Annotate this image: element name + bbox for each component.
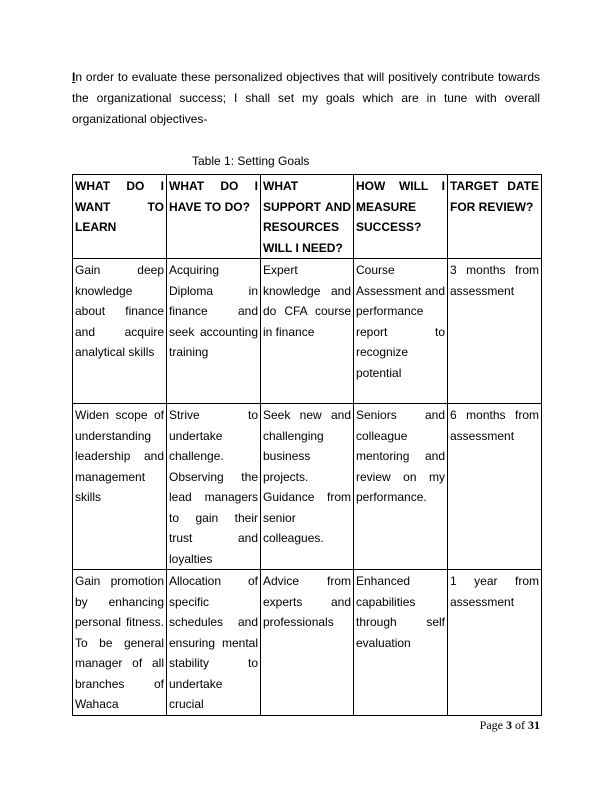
table-cell: Gain deep knowledge about finance and acquire analytical skills (73, 259, 167, 404)
intro-paragraph (72, 67, 540, 130)
table-row (73, 259, 542, 404)
table-cell: 1 year from assessment (448, 570, 542, 716)
table-cell: Advice from experts and professionals (261, 570, 354, 716)
footer-current-page: 3 (506, 718, 512, 732)
table-cell: Course Assessment and performance report to recognize potential (354, 259, 448, 404)
table-cell: 3 months from assessment (448, 259, 542, 404)
header-what-to-do: WHAT DO I HAVE TO DO? (167, 175, 261, 259)
table-cell: Allocation of specific schedules and ensuring mental stability to undertake crucial (167, 570, 261, 716)
table-caption: Table 1: Setting Goals (192, 154, 310, 168)
footer-of-word: of (515, 718, 525, 732)
table-row (73, 570, 542, 716)
table-row (73, 404, 542, 570)
table-cell: Acquiring Diploma in finance and seek accounting training (167, 259, 261, 404)
header-target-date: TARGET DATE FOR REVIEW? (448, 175, 542, 259)
header-what-to-learn: WHAT DO I WANT TO LEARN (73, 175, 167, 259)
footer-page-word: Page (479, 718, 503, 732)
table-header-row (73, 175, 542, 259)
goals-table (72, 174, 542, 716)
table-cell: Gain promotion by enhancing personal fitness. To be general manager of all branches of Wahaca (73, 570, 167, 716)
page-footer (440, 718, 540, 733)
table-cell: Widen scope of understanding leadership and management skills (73, 404, 167, 570)
footer-total-pages: 31 (528, 718, 540, 732)
table-cell: Strive to undertake challenge. Observing the lead managers to gain their trust and loyalties (167, 404, 261, 570)
table-cell: 6 months from assessment (448, 404, 542, 570)
intro-first-letter: I (72, 70, 76, 84)
table-cell: Enhanced capabilities through self evaluation (354, 570, 448, 716)
table-cell: Expert knowledge and do CFA course in finance (261, 259, 354, 404)
table-cell: Seniors and colleague mentoring and review on my performance. (354, 404, 448, 570)
header-measure-success: HOW WILL I MEASURE SUCCESS? (354, 175, 448, 259)
intro-text: n order to evaluate these personalized objectives that will positively contribute towards the organizational success; I shall set my goals which are in tune with overall organizational objectives- (72, 70, 540, 126)
table-cell: Seek new and challenging business projects. Guidance from senior colleagues. (261, 404, 354, 570)
header-support-resources: WHAT SUPPORT AND RESOURCES WILL I NEED? (261, 175, 354, 259)
